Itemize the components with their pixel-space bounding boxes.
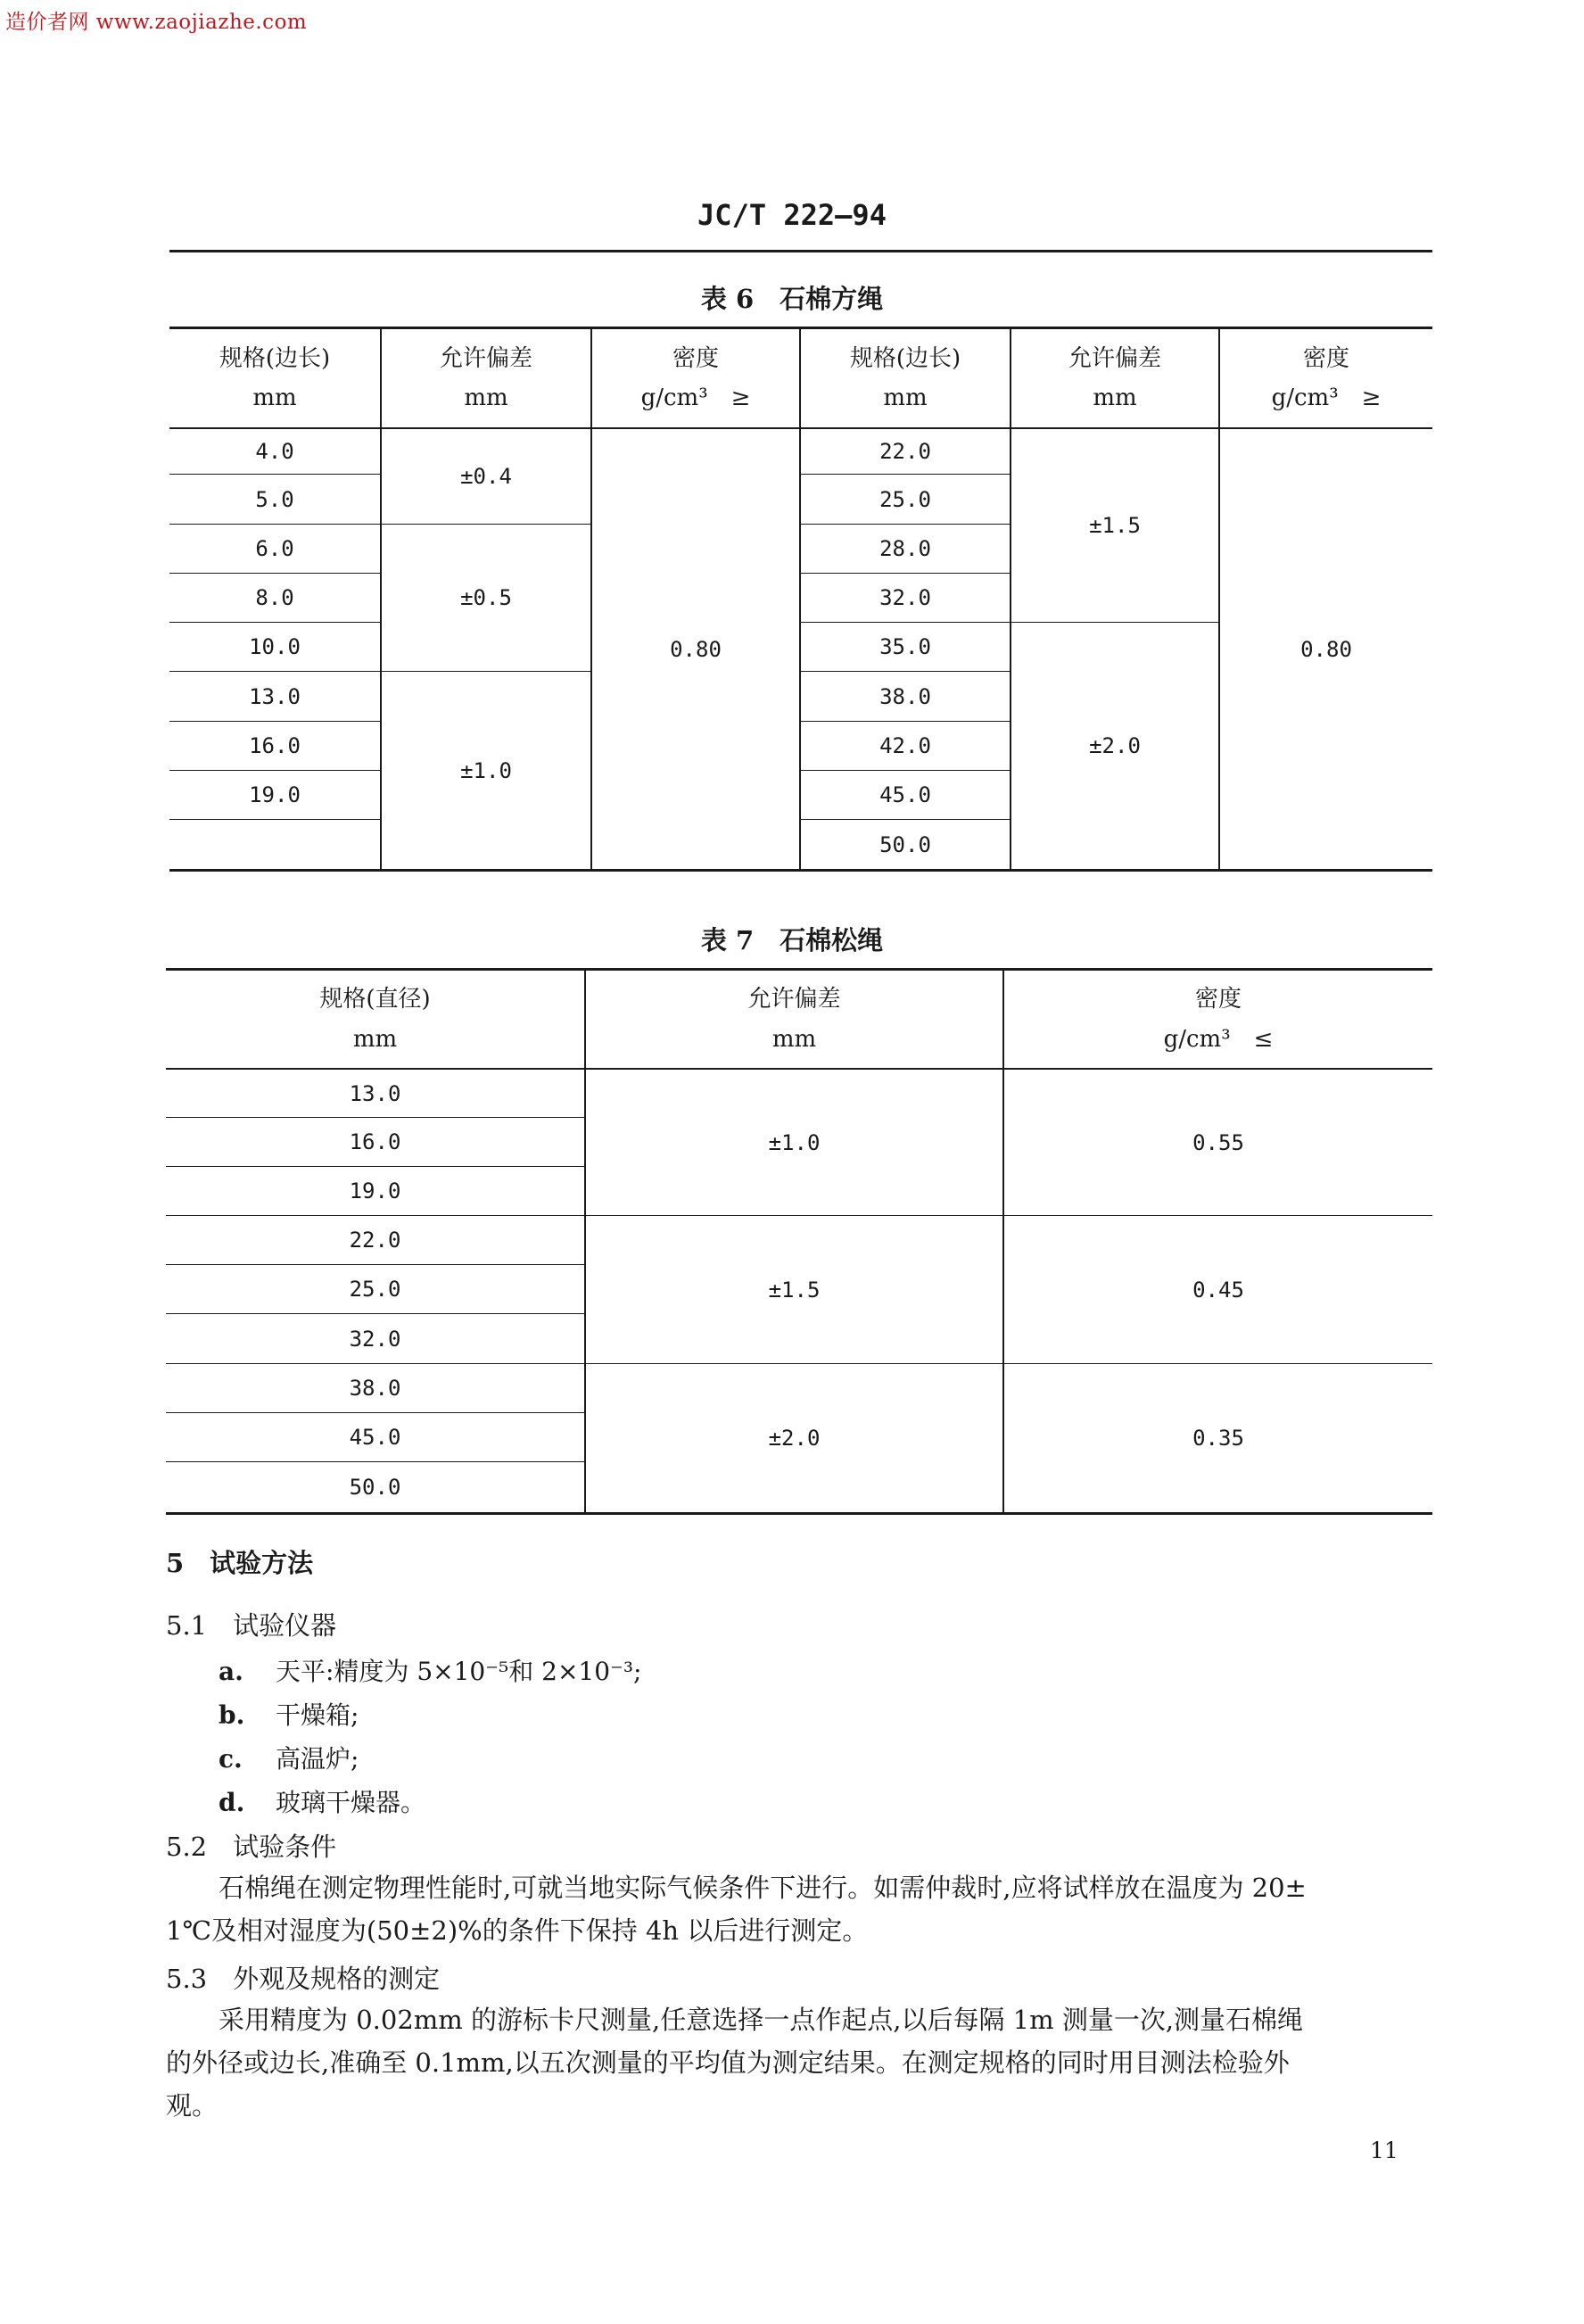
header-unit: g/cm³ ≥ xyxy=(640,385,751,411)
header-unit: g/cm³ ≥ xyxy=(1271,385,1382,411)
section5-title: 5 试验方法 xyxy=(166,1548,314,1578)
header-label: 允许偏差 xyxy=(439,344,532,372)
table6-spec-cell: 4.0 xyxy=(255,439,294,464)
table6-bottom-rule xyxy=(169,869,1432,872)
section53-line: 的外径或边长,准确至 0.1mm,以五次测量的平均值为测定结果。在测定规格的同时用目测法检验外 xyxy=(166,2047,1290,2078)
header-label: 密度 xyxy=(672,344,719,372)
section53-title: 5.3 外观及规格的测定 xyxy=(166,1964,441,1994)
section53-line: 观。 xyxy=(166,2090,219,2121)
table6-spec-cell: 10.0 xyxy=(249,634,301,659)
table7-spec-cell: 16.0 xyxy=(349,1129,401,1154)
header-unit: mm xyxy=(771,1025,817,1053)
table7-tol-cell: ±1.0 xyxy=(768,1129,821,1155)
item-text: 干燥箱; xyxy=(276,1700,359,1730)
header-unit: mm xyxy=(252,385,297,411)
table7-spec-cell: 32.0 xyxy=(349,1326,401,1352)
table7-bottom-rule xyxy=(166,1512,1432,1515)
header-label: 规格(边长) xyxy=(219,344,331,372)
table6-tol-cell: ±2.0 xyxy=(1089,733,1141,758)
table6-spec-cell: 28.0 xyxy=(879,536,931,561)
table7-density-cell: 0.35 xyxy=(1192,1426,1244,1451)
table6-spec-cell: 16.0 xyxy=(249,733,301,758)
header-unit: mm xyxy=(352,1025,398,1053)
table6-header-density xyxy=(592,329,799,427)
instrument-item xyxy=(219,1696,359,1732)
header-label: 密度 xyxy=(1194,986,1242,1013)
table7-header-spec xyxy=(166,971,584,1068)
table7-density-cell: 0.45 xyxy=(1192,1277,1244,1303)
item-text: 玻璃干燥器。 xyxy=(276,1788,426,1817)
instrument-item xyxy=(219,1740,359,1775)
table7-spec-cell: 19.0 xyxy=(349,1179,401,1203)
header-unit: mm xyxy=(464,385,508,411)
table7-spec-cell: 38.0 xyxy=(349,1376,401,1401)
header-label: 密度 xyxy=(1302,344,1349,372)
section53-line: 采用精度为 0.02mm 的游标卡尺测量,任意选择一点作起点,以后每隔 1m 测量一次,测量石棉绳 xyxy=(219,2005,1304,2035)
table6-header-density-right xyxy=(1220,329,1432,427)
header-unit: mm xyxy=(883,385,928,411)
table7-caption: 表 7 石棉松绳 xyxy=(700,925,884,955)
instrument-item xyxy=(219,1652,642,1688)
header-label: 规格(直径) xyxy=(319,986,431,1013)
table7-spec-cell: 22.0 xyxy=(349,1228,401,1253)
table6-spec-cell: 6.0 xyxy=(255,536,294,561)
item-label: d. xyxy=(219,1788,245,1817)
table6-spec-cell: 19.0 xyxy=(249,782,301,807)
table7-header-density xyxy=(1004,971,1432,1068)
header-unit: g/cm³ ≤ xyxy=(1163,1025,1274,1053)
table6-caption: 表 6 石棉方绳 xyxy=(700,284,884,314)
item-text: 天平:精度为 5×10⁻⁵和 2×10⁻³; xyxy=(276,1657,642,1686)
header-rule xyxy=(169,250,1432,252)
table6-spec-cell: 45.0 xyxy=(879,782,931,807)
table7-header-tol xyxy=(586,971,1002,1068)
table6-spec-cell: 38.0 xyxy=(879,683,931,709)
table6-tol-cell: ±1.5 xyxy=(1089,513,1141,538)
table7-spec-cell: 13.0 xyxy=(349,1080,401,1106)
header-label: 规格(边长) xyxy=(849,344,961,372)
page-number: 11 xyxy=(1370,2138,1398,2163)
standard-number: JC/T 222—94 xyxy=(697,198,887,232)
table6-tol-cell: ±1.0 xyxy=(460,757,512,783)
table6-header-spec xyxy=(169,329,380,427)
table6-spec-cell: 5.0 xyxy=(255,486,294,512)
instrument-item xyxy=(219,1783,425,1819)
table6-spec-cell: 50.0 xyxy=(879,831,931,857)
table6-spec-cell: 8.0 xyxy=(255,585,294,610)
watermark-text: 造价者网 www.zaojiazhe.com xyxy=(5,11,308,34)
item-label: c. xyxy=(219,1744,243,1774)
header-label: 允许偏差 xyxy=(747,986,841,1013)
table6-header-tol xyxy=(382,329,590,427)
item-text: 高温炉; xyxy=(276,1744,359,1774)
table6-density-cell: 0.80 xyxy=(670,636,722,662)
header-label: 允许偏差 xyxy=(1068,344,1161,372)
table6-spec-cell: 35.0 xyxy=(879,634,931,659)
table6-spec-cell: 22.0 xyxy=(879,439,931,464)
table7-tol-cell: ±1.5 xyxy=(768,1277,821,1303)
table6-header-tol-right xyxy=(1011,329,1218,427)
section52-line: 1℃及相对湿度为(50±2)%的条件下保持 4h 以后进行测定。 xyxy=(166,1915,869,1946)
item-label: b. xyxy=(219,1700,245,1730)
table6-spec-cell: 32.0 xyxy=(879,585,931,610)
table6-row-rule xyxy=(169,819,381,820)
table6-tol-cell: ±0.5 xyxy=(460,585,512,610)
section52-line: 石棉绳在测定物理性能时,可就当地实际气候条件下进行。如需仲裁时,应将试样放在温度为 20± xyxy=(219,1873,1307,1903)
table6-header-spec-right xyxy=(801,329,1010,427)
table7-spec-cell: 45.0 xyxy=(349,1425,401,1450)
table6-density-cell: 0.80 xyxy=(1300,636,1352,662)
table6-spec-cell: 42.0 xyxy=(879,733,931,758)
header-unit: mm xyxy=(1093,385,1137,411)
section51-title: 5.1 试验仪器 xyxy=(166,1610,337,1641)
item-label: a. xyxy=(219,1657,243,1686)
table7-spec-cell: 50.0 xyxy=(349,1475,401,1500)
table6-spec-cell: 25.0 xyxy=(879,486,931,512)
table7-density-cell: 0.55 xyxy=(1192,1129,1244,1155)
section52-title: 5.2 试验条件 xyxy=(166,1832,337,1862)
table6-spec-cell: 13.0 xyxy=(249,683,301,709)
table6-tol-cell: ±0.4 xyxy=(460,464,512,489)
table7-spec-cell: 25.0 xyxy=(349,1277,401,1302)
table7-tol-cell: ±2.0 xyxy=(768,1426,821,1451)
